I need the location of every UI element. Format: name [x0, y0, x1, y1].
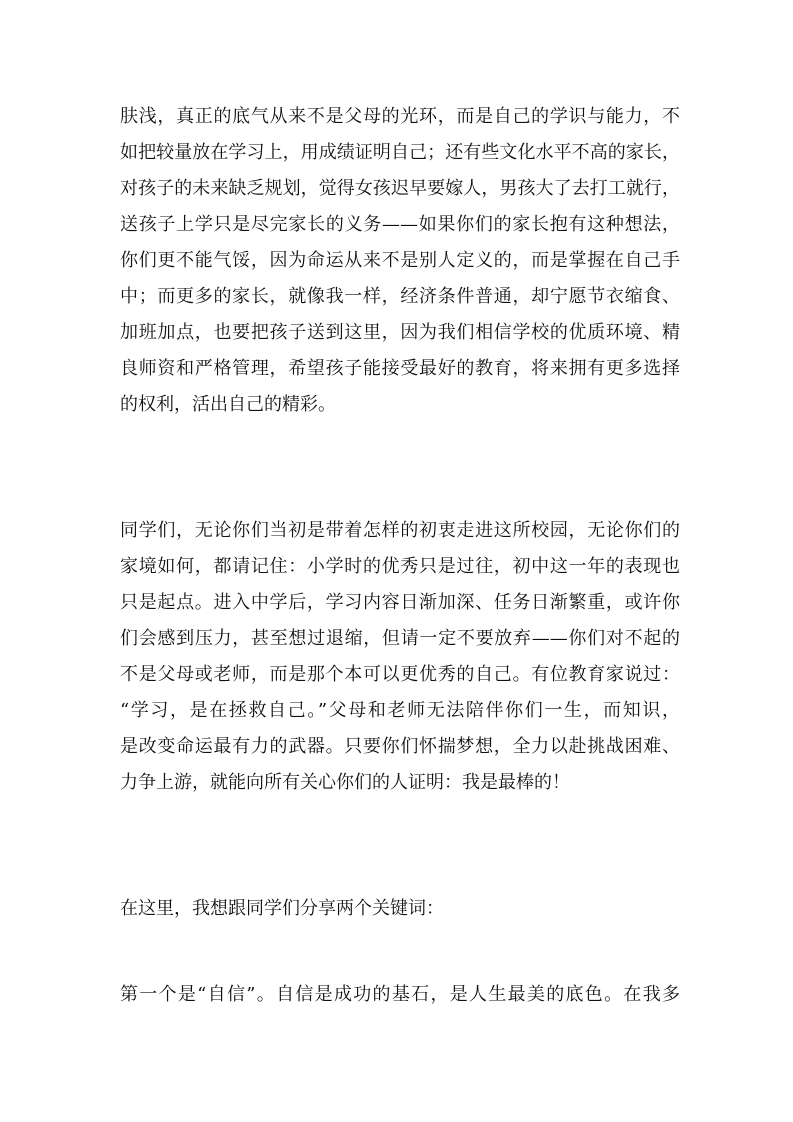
paragraph-4 [120, 977, 680, 1013]
text-line: 对孩子的未来缺乏规划，觉得女孩迟早要嫁人，男孩大了去打工就行， [120, 178, 680, 199]
paragraph-1 [120, 99, 680, 423]
text-line: 肤浅，真正的底气从来不是父母的光环，而是自己的学识与能力，不 [120, 106, 680, 127]
text-line: 不是父母或老师，而是那个本可以更优秀的自己。有位教育家说过： [120, 664, 680, 685]
text-line: 送孩子上学只是尽完家长的义务——如果你们的家长抱有这种想法， [120, 214, 680, 235]
text-line: 力争上游，就能向所有关心你们的人证明：我是最棒的！ [120, 772, 570, 793]
text-line: 在这里，我想跟同学们分享两个关键词： [120, 898, 444, 919]
text-line: 是改变命运最有力的武器。只要你们怀揣梦想，全力以赴挑战困难、 [120, 736, 680, 757]
text-line: 中；而更多的家长，就像我一样，经济条件普通，却宁愿节衣缩食、 [120, 286, 680, 307]
text-line: 只是起点。进入中学后，学习内容日渐加深、任务日渐繁重，或许你 [120, 592, 680, 613]
text-line: 的权利，活出自己的精彩。 [120, 394, 336, 415]
text-line: 们会感到压力，甚至想过退缩，但请一定不要放弃——你们对不起的 [120, 628, 680, 649]
text-line: 同学们，无论你们当初是带着怎样的初衷走进这所校园，无论你们的 [120, 520, 680, 541]
paragraph-2 [120, 513, 680, 801]
paragraph-3 [120, 891, 680, 927]
text-line: 如把较量放在学习上，用成绩证明自己；还有些文化水平不高的家长， [120, 142, 680, 163]
text-line: 家境如何，都请记住：小学时的优秀只是过往，初中这一年的表现也 [120, 556, 680, 577]
text-line: 你们更不能气馁，因为命运从来不是别人定义的，而是掌握在自己手 [120, 250, 680, 271]
text-line: “学习，是在拯救自己。”父母和老师无法陪伴你们一生，而知识， [120, 700, 680, 721]
text-line: 良师资和严格管理，希望孩子能接受最好的教育，将来拥有更多选择 [120, 358, 680, 379]
text-line: 第一个是“自信”。自信是成功的基石，是人生最美的底色。在我多 [120, 984, 680, 1005]
text-line: 加班加点，也要把孩子送到这里，因为我们相信学校的优质环境、精 [120, 322, 680, 343]
